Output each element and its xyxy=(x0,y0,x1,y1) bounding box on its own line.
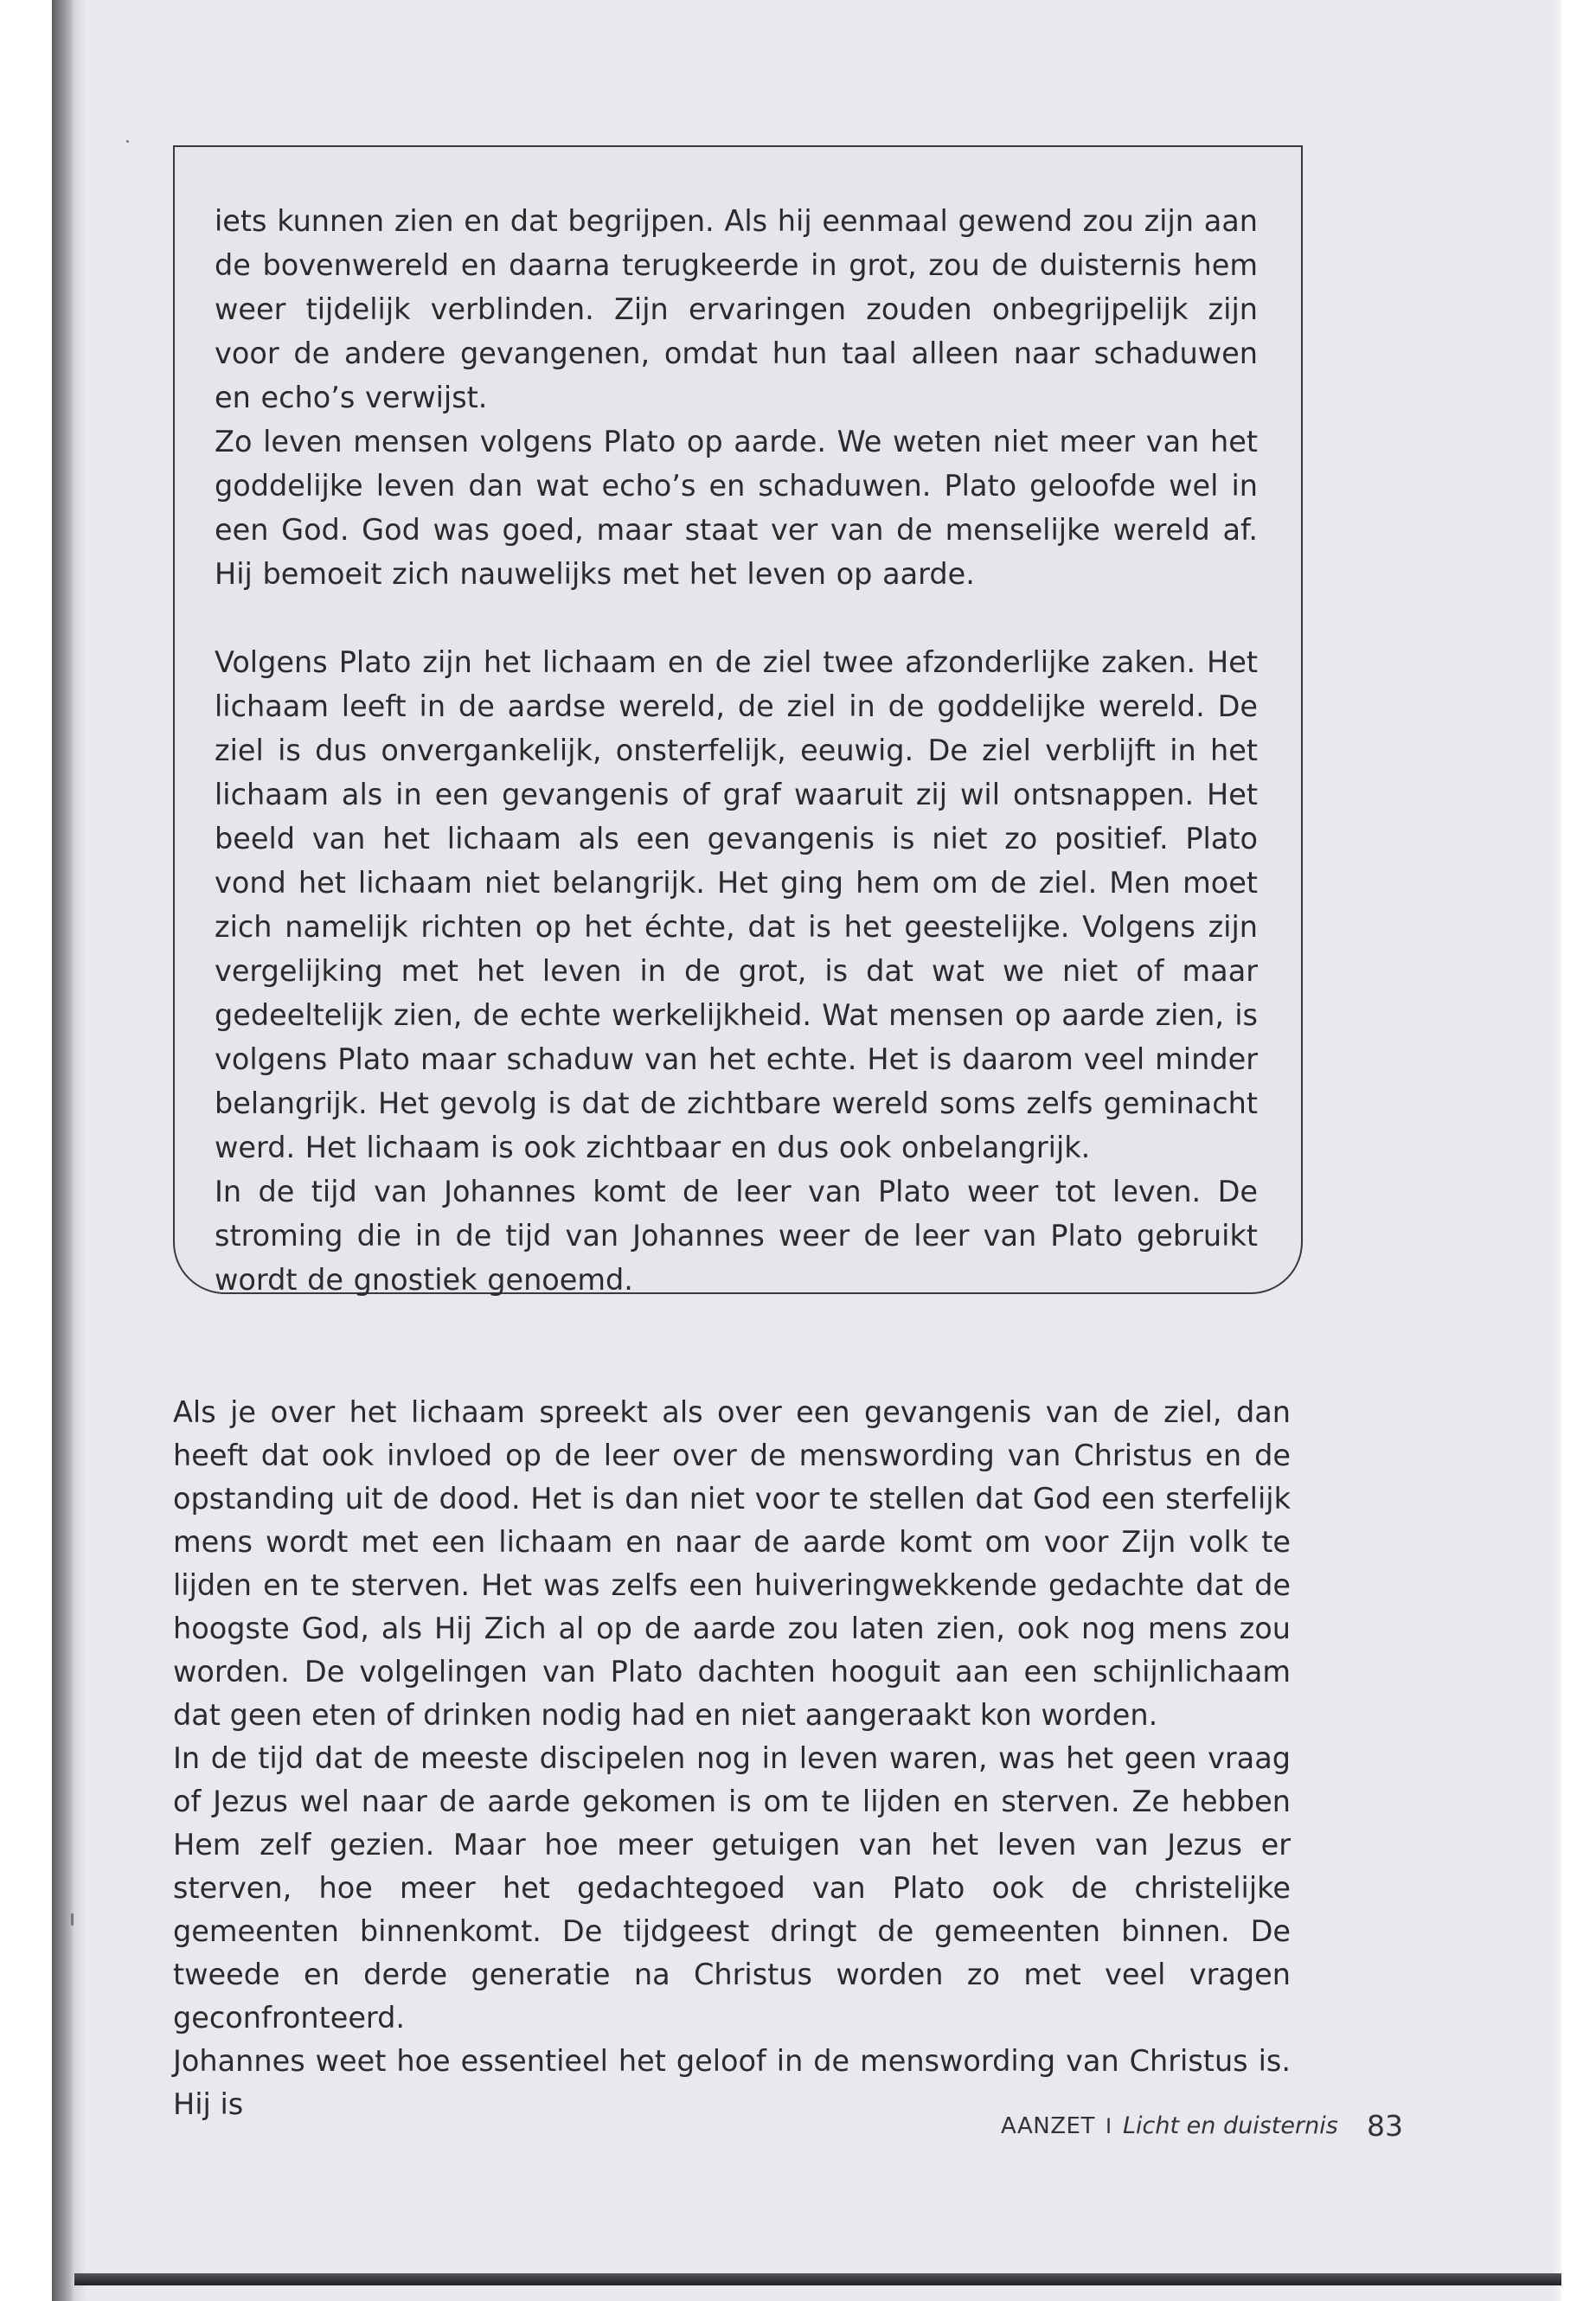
book-spine-shadow xyxy=(52,0,74,2301)
page-right-edge xyxy=(1553,0,1561,2301)
sidebar-paragraph-2: Zo leven mensen volgens Plato op aarde. We weten niet meer van het goddelijke leven dan wat echo’s en schaduwen. Plato geloofde wel in een God. God was goed, maar staat ver van de menselijke wereld af. Hij bemoeit zich nauwelijks met het leven op aarde. xyxy=(215,425,1258,591)
main-paragraph-1: Als je over het lichaam spreekt als over een gevangenis van de ziel, dan heeft dat ook invloed op de leer over de menswording van Christus en de opstanding uit de dood. Het is dan niet voor te stellen dat God een sterfelijk mens wordt met een lichaam en naar de aarde komt om voor Zijn volk te lijden en te sterven. Het was zelfs een huiveringwekkende gedachte dat de hoogste God, als Hij Zich al op de aarde zou laten zien, ook nog mens zou worden. De volgelingen van Plato dachten hooguit aan een schijnlichaam dat geen eten of drinken nodig had en niet aangeraakt kon worden. xyxy=(173,1395,1291,1732)
main-paragraph-3: Johannes weet hoe essentieel het geloof in de menswording van Christus is. Hij is xyxy=(173,2044,1291,2121)
page-bottom-edge xyxy=(74,2273,1561,2285)
running-footer-separator: I xyxy=(1106,2114,1112,2138)
main-paragraph-2: In de tijd dat de meeste discipelen nog in leven waren, was het geen vraag of Jezus wel naar de aarde gekomen is om te lijden en sterven. Ze hebben Hem zelf gezien. Maar hoe meer getuigen van het leven van Jezus er sterven, hoe meer het gedachtegoed van Plato ook de christelijke gemeenten binnenkomt. De tijdgeest dringt de gemeenten binnen. De tweede en derde generatie na Christus worden zo met veel vragen geconfronteerd. xyxy=(173,1741,1291,2035)
main-text xyxy=(173,1391,1291,2126)
running-footer-chapter-title: Licht en duisternis xyxy=(1123,2112,1338,2139)
page-number: 83 xyxy=(1367,2109,1403,2143)
sidebar-paragraph-4: In de tijd van Johannes komt de leer van Plato weer tot leven. De stroming die in de tijd van Johannes weer de leer van Plato gebruikt wordt de gnostiek genoemd. xyxy=(215,1175,1258,1297)
book-gutter xyxy=(74,0,87,2301)
sidebar-box-text xyxy=(215,199,1258,1302)
sidebar-paragraph-1: iets kunnen zien en dat begrijpen. Als hij eenmaal gewend zou zijn aan de bovenwereld en daarna terugkeerde in grot, zou de duisternis hem weer tijdelijk verblinden. Zijn ervaringen zouden onbegrijpelijk zijn voor de andere gevangenen, omdat hun taal alleen naar schaduwen en echo’s verwijst. xyxy=(215,204,1258,414)
running-footer-section: AANZET xyxy=(1001,2113,1095,2139)
sidebar-paragraph-3: Volgens Plato zijn het lichaam en de ziel twee afzonderlijke zaken. Het lichaam leeft in de aardse wereld, de ziel in de goddelijke wereld. De ziel is dus onvergankelijk, onsterfelijk, eeuwig. De ziel verblijft in het lichaam als in een gevangenis of graf waaruit zij wil ontsnappen. Het beeld van het lichaam als een gevangenis is niet zo positief. Plato vond het lichaam niet belangrijk. Het ging hem om de ziel. Men moet zich namelijk richten op het échte, dat is het geestelijke. Volgens zijn vergelijking met het leven in de grot, is dat wat we niet of maar gedeeltelijk zien, de echte werkelijkheid. Wat mensen op aarde zien, is volgens Plato maar schaduw van het echte. Het is daarom veel minder belangrijk. Het gevolg is dat de zichtbare wereld soms zelfs geminacht werd. Het lichaam is ook zichtbaar en dus ook onbelangrijk. xyxy=(215,645,1258,1164)
print-mark xyxy=(71,1913,74,1926)
print-speck xyxy=(126,140,129,143)
